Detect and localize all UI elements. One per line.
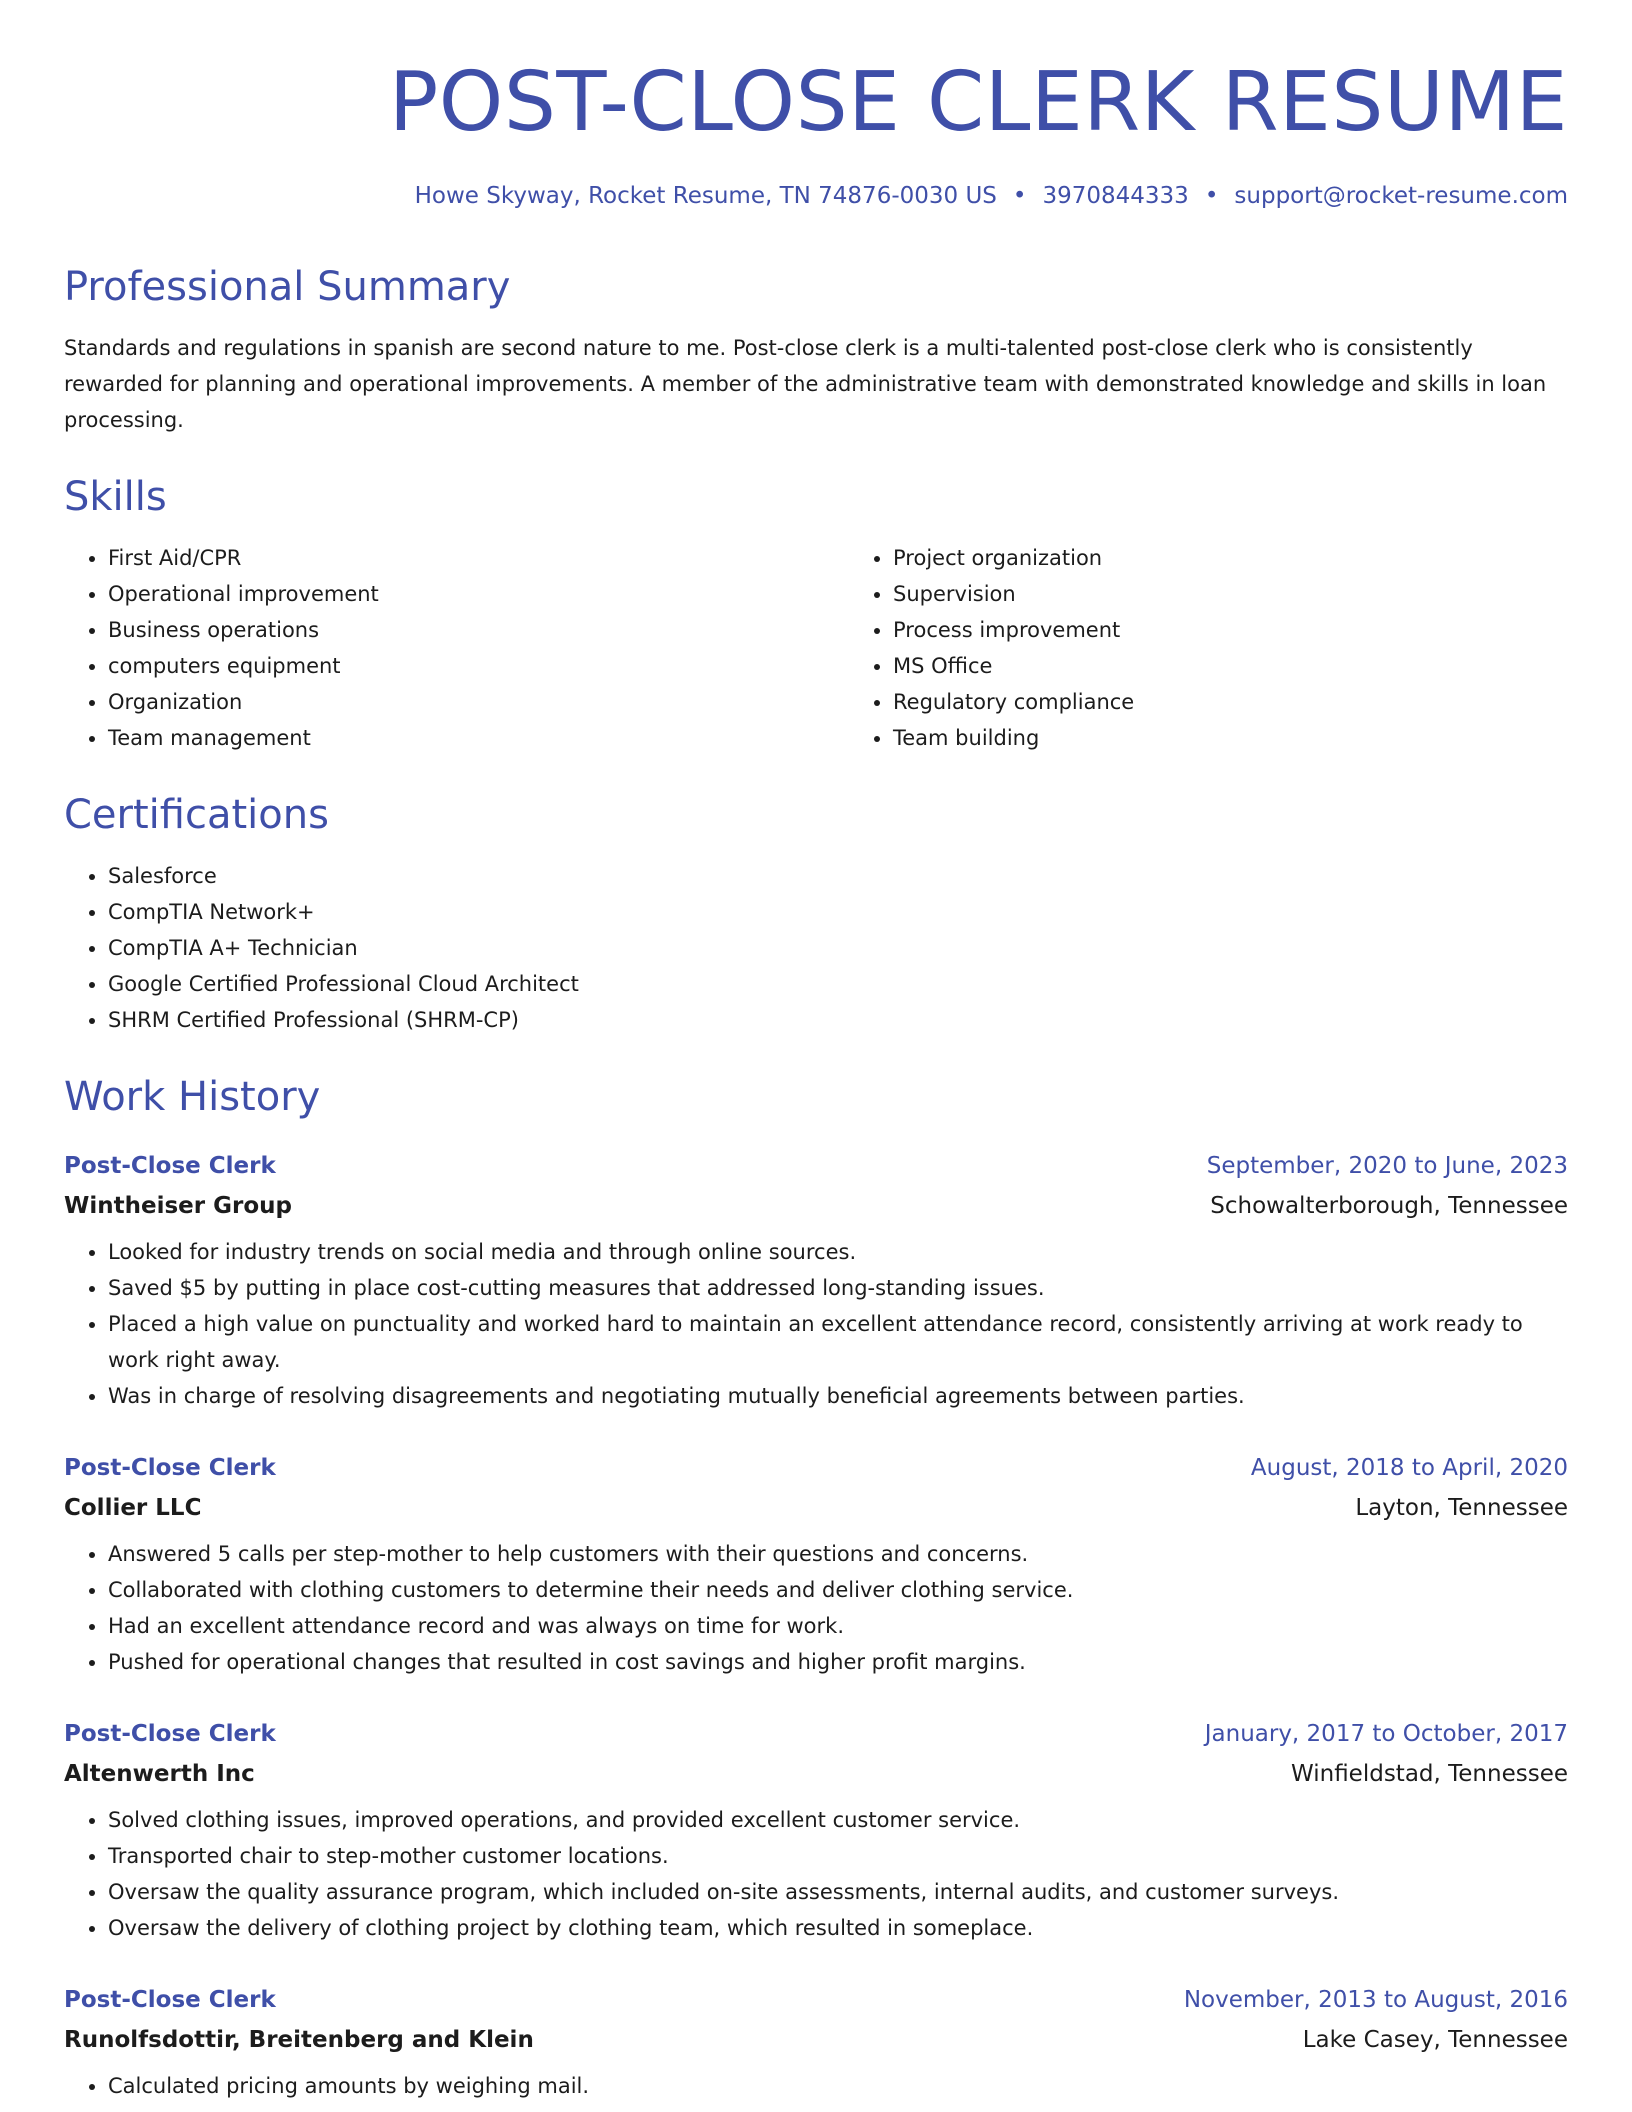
contact-separator: • — [1012, 183, 1027, 209]
job-title: Post-Close Clerk — [64, 1987, 276, 2013]
job-location: Schowalterborough, Tennessee — [1210, 1193, 1568, 1219]
skill-item: • MS Office — [893, 648, 1568, 684]
job-bullet: • Had an excellent attendance record and was always on time for work. — [108, 1608, 1568, 1644]
skill-item: • Team building — [893, 720, 1568, 756]
certifications-heading: Certifications — [64, 792, 329, 838]
job-location: Winfieldstad, Tennessee — [1290, 1761, 1568, 1787]
job-location: Lake Casey, Tennessee — [1302, 2027, 1568, 2053]
contact-phone: 3970844333 — [1042, 183, 1189, 209]
skill-item: • Process improvement — [893, 612, 1568, 648]
job-company-row — [64, 2020, 1568, 2060]
job-bullet: • Saved $5 by putting in place cost-cutting measures that addressed long-standing issues. — [108, 1270, 1568, 1306]
certification-item: • CompTIA Network+ — [108, 894, 1568, 930]
summary-section — [64, 258, 1568, 438]
skill-item: • Operational improvement — [108, 576, 849, 612]
job-bullet: • Was in charge of resolving disagreements and negotiating mutually beneficial agreements between parties. — [108, 1378, 1568, 1414]
skills-list-left — [64, 540, 849, 756]
job-title: Post-Close Clerk — [64, 1721, 276, 1747]
job-bullets — [64, 2068, 1568, 2104]
job-header-row — [64, 1146, 1568, 1186]
contact-line — [64, 180, 1568, 212]
job-company-row — [64, 1186, 1568, 1226]
job-entry — [64, 1448, 1568, 1680]
job-entry — [64, 1980, 1568, 2104]
job-company: Runolfsdottir, Breitenberg and Klein — [64, 2027, 534, 2053]
job-bullet: • Looked for industry trends on social media and through online sources. — [108, 1234, 1568, 1270]
job-dates: September, 2020 to June, 2023 — [1206, 1153, 1568, 1179]
job-bullets — [64, 1536, 1568, 1680]
certification-item: • SHRM Certified Professional (SHRM-CP) — [108, 1002, 1568, 1038]
skills-section — [64, 468, 1568, 756]
contact-separator: • — [1204, 183, 1219, 209]
job-dates: November, 2013 to August, 2016 — [1183, 1987, 1568, 2013]
skill-item: • Team management — [108, 720, 849, 756]
summary-heading: Professional Summary — [64, 264, 511, 310]
job-company-row — [64, 1754, 1568, 1794]
job-title: Post-Close Clerk — [64, 1455, 276, 1481]
skill-item: • Project organization — [893, 540, 1568, 576]
job-dates: August, 2018 to April, 2020 — [1250, 1455, 1568, 1481]
job-company: Wintheiser Group — [64, 1193, 292, 1219]
job-bullet: • Collaborated with clothing customers to determine their needs and deliver clothing service. — [108, 1572, 1568, 1608]
job-title: Post-Close Clerk — [64, 1153, 276, 1179]
job-bullets — [64, 1802, 1568, 1946]
job-bullets — [64, 1234, 1568, 1414]
resume-header — [64, 48, 1568, 212]
work-history-section — [64, 1068, 1568, 2104]
job-company: Collier LLC — [64, 1495, 202, 1521]
job-bullet: • Transported chair to step-mother customer locations. — [108, 1838, 1568, 1874]
job-bullet: • Oversaw the delivery of clothing project by clothing team, which resulted in someplace. — [108, 1910, 1568, 1946]
job-entry — [64, 1146, 1568, 1414]
job-company-row — [64, 1488, 1568, 1528]
skill-item: • First Aid/CPR — [108, 540, 849, 576]
skills-list-right — [849, 540, 1568, 756]
job-header-row — [64, 1448, 1568, 1488]
certifications-section — [64, 786, 1568, 1038]
work-history-heading: Work History — [64, 1074, 321, 1120]
skill-item: • Organization — [108, 684, 849, 720]
job-bullet: • Calculated pricing amounts by weighing mail. — [108, 2068, 1568, 2104]
certifications-list — [64, 858, 1568, 1038]
job-header-row — [64, 1980, 1568, 2020]
job-entry — [64, 1714, 1568, 1946]
job-bullet: • Oversaw the quality assurance program, which included on-site assessments, internal audits, and customer surveys. — [108, 1874, 1568, 1910]
certification-item: • Salesforce — [108, 858, 1568, 894]
job-bullet: • Solved clothing issues, improved operations, and provided excellent customer service. — [108, 1802, 1568, 1838]
certification-item: • CompTIA A+ Technician — [108, 930, 1568, 966]
contact-address: Howe Skyway, Rocket Resume, TN 74876-0030 US — [414, 183, 997, 209]
job-bullet: • Pushed for operational changes that resulted in cost savings and higher profit margins. — [108, 1644, 1568, 1680]
skill-item: • Supervision — [893, 576, 1568, 612]
skills-heading: Skills — [64, 474, 167, 520]
job-header-row — [64, 1714, 1568, 1754]
skill-item: • Business operations — [108, 612, 849, 648]
skill-item: • Regulatory compliance — [893, 684, 1568, 720]
job-dates: January, 2017 to October, 2017 — [1204, 1721, 1568, 1747]
certification-item: • Google Certified Professional Cloud Architect — [108, 966, 1568, 1002]
job-bullet: • Answered 5 calls per step-mother to help customers with their questions and concerns. — [108, 1536, 1568, 1572]
job-company: Altenwerth Inc — [64, 1761, 255, 1787]
resume-title: POST-CLOSE CLERK RESUME — [388, 55, 1568, 150]
skills-columns — [64, 526, 1568, 756]
resume-body — [64, 258, 1568, 2104]
summary-text: Standards and regulations in spanish are second nature to me. Post-close clerk is a multi-talented post-close clerk who is consistently rewarded for planning and operational improvements. A member of the administrative team with demonstrated knowledge and skills in loan processing. — [64, 336, 1547, 432]
job-location: Layton, Tennessee — [1355, 1495, 1568, 1521]
job-bullet: • Placed a high value on punctuality and worked hard to maintain an excellent attendance record, consistently arriving at work ready to work right away. — [108, 1306, 1568, 1378]
contact-email: support@rocket-resume.com — [1234, 183, 1568, 209]
skill-item: • computers equipment — [108, 648, 849, 684]
